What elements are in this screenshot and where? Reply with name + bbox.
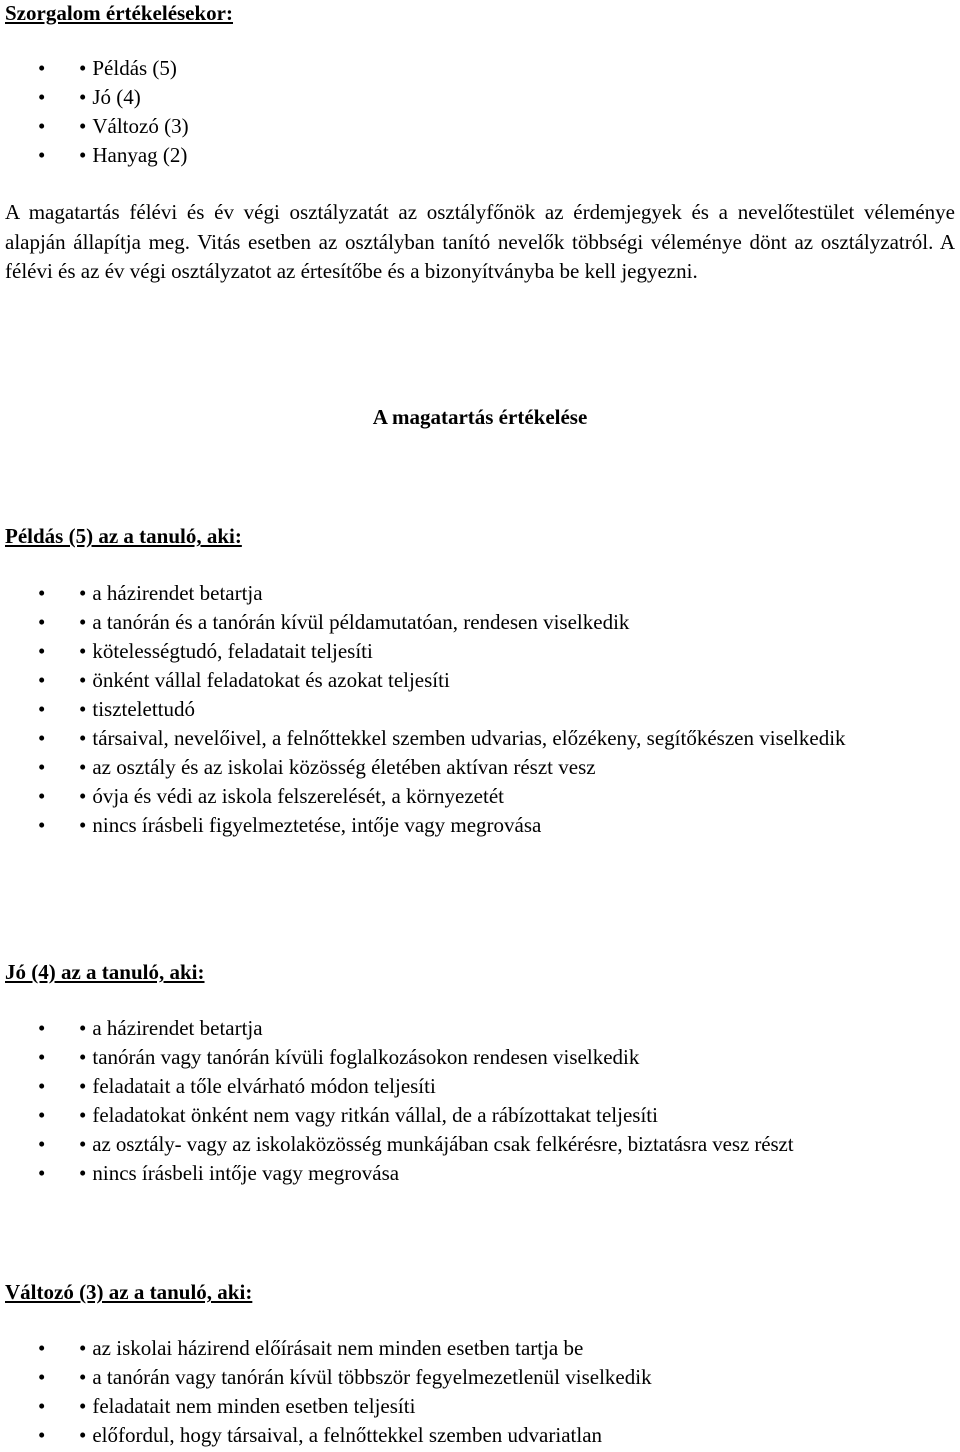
list-item: • • társaival, nevelőivel, a felnőttekkel szemben udvarias, előzékeny, segítőkészen viselkedik <box>38 726 846 750</box>
list-item: • • kötelességtudó, feladatait teljesíti <box>38 639 373 663</box>
list-item: • • az osztály és az iskolai közösség életében aktívan részt vesz <box>38 755 596 779</box>
list-item: • • a házirendet betartja <box>38 1016 263 1040</box>
list-item: • • a tanórán vagy tanórán kívül többször fegyelmezetlenül viselkedik <box>38 1365 652 1389</box>
page-title: A magatartás értékelése <box>372 405 588 429</box>
list-item: • • önként vállal feladatokat és azokat teljesíti <box>38 668 450 692</box>
diligence-scale-list <box>5 54 955 170</box>
diligence-heading: Szorgalom értékelésekor: <box>5 1 233 25</box>
list-item: • • tanórán vagy tanórán kívüli foglalkozásokon rendesen viselkedik <box>38 1045 640 1069</box>
list-item: • • nincs írásbeli intője vagy megrovása <box>38 1161 400 1185</box>
list-item: • • a házirendet betartja <box>38 581 263 605</box>
list-item: • • Jó (4) <box>38 85 141 109</box>
list-item: • • feladatokat önként nem vagy ritkán vállal, de a rábízottakat teljesíti <box>38 1103 658 1127</box>
list-item: • • Példás (5) <box>38 56 177 80</box>
section-heading-exemplary: Példás (5) az a tanuló, aki: <box>5 524 242 548</box>
list-item: • • feladatait a tőle elvárható módon teljesíti <box>38 1074 436 1098</box>
list-item: • • Változó (3) <box>38 114 189 138</box>
list-item: • • feladatait nem minden esetben teljesíti <box>38 1394 416 1418</box>
section-heading-variable: Változó (3) az a tanuló, aki: <box>5 1280 253 1304</box>
variable-criteria-list <box>5 1334 955 1450</box>
list-item: • • óvja és védi az iskola felszerelését, a környezetét <box>38 784 504 808</box>
exemplary-criteria-list <box>5 579 955 840</box>
section-heading-good: Jó (4) az a tanuló, aki: <box>5 960 205 984</box>
intro-paragraph: A magatartás félévi és év végi osztályzatát az osztályfőnök az érdemjegyek és a nevelőtestület véleménye alapján állapítja meg. Vitás esetben az osztályban tanító nevelők többségi véleménye dönt az osztályzatról. A félévi és az év végi osztályzatot az értesítőbe és a bizonyítványba be kell jegyezni. <box>5 200 955 283</box>
list-item: • • a tanórán és a tanórán kívül példamutatóan, rendesen viselkedik <box>38 610 630 634</box>
list-item: • • Hanyag (2) <box>38 143 188 167</box>
list-item: • • előfordul, hogy társaival, a felnőttekkel szemben udvariatlan <box>38 1423 603 1447</box>
list-item: • • az iskolai házirend előírásait nem minden esetben tartja be <box>38 1336 584 1360</box>
list-item: • • tisztelettudó <box>38 697 196 721</box>
list-item: • • nincs írásbeli figyelmeztetése, intője vagy megrovása <box>38 813 542 837</box>
list-item: • • az osztály- vagy az iskolaközösség munkájában csak felkérésre, biztatásra vesz részt <box>38 1132 794 1156</box>
good-criteria-list <box>5 1014 955 1188</box>
